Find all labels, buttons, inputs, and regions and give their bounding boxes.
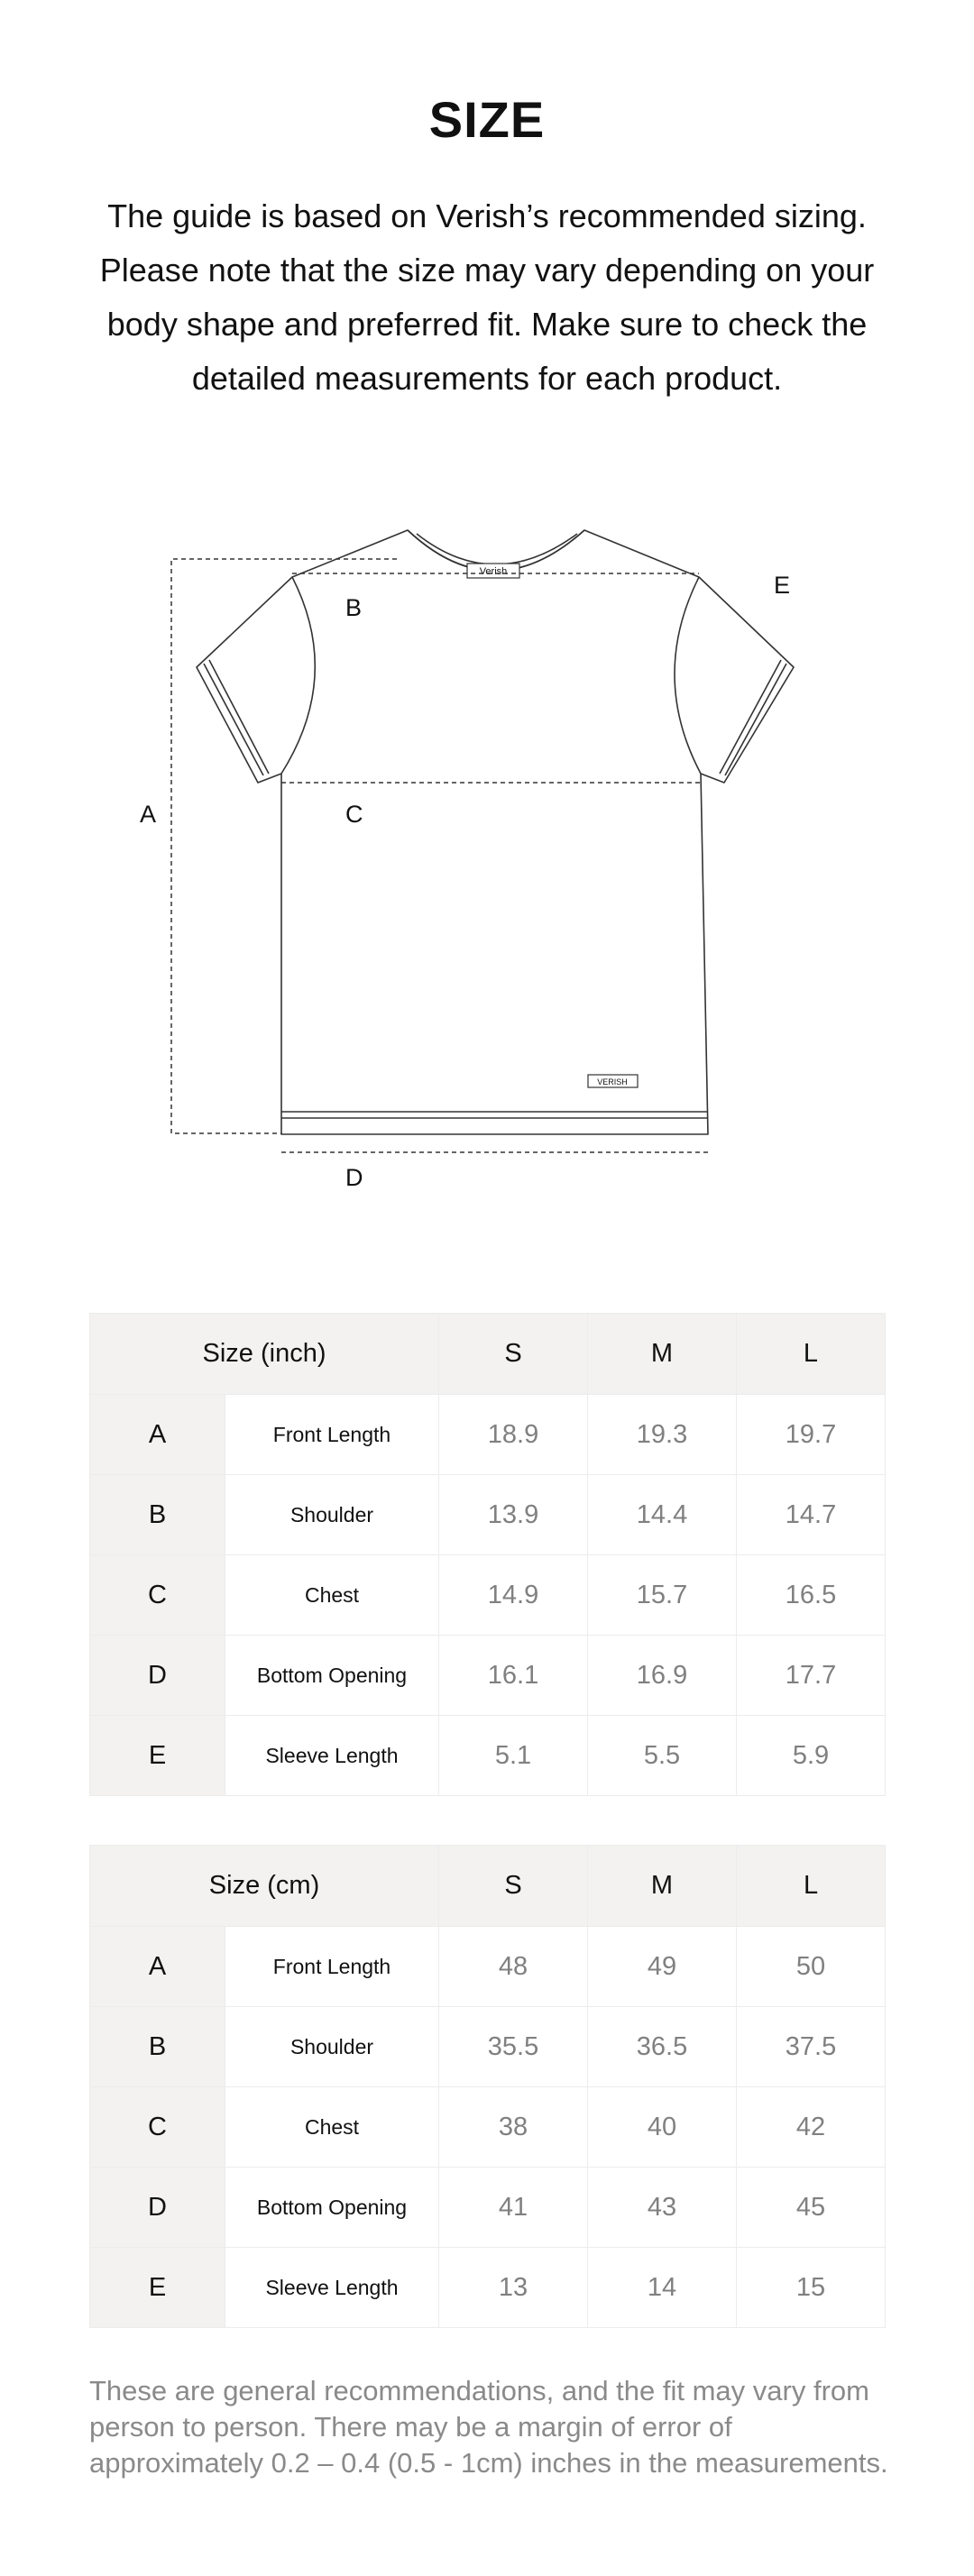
value-s: 13.9 (439, 1475, 588, 1555)
measurement-key: D (90, 1636, 225, 1716)
value-m: 15.7 (588, 1555, 737, 1636)
size-column-m: M (588, 1314, 737, 1395)
value-s: 5.1 (439, 1716, 588, 1796)
measurement-key: A (90, 1395, 225, 1475)
value-l: 14.7 (737, 1475, 886, 1555)
table-row (90, 1475, 886, 1555)
neck-tag (467, 564, 519, 578)
size-column-s: S (439, 1314, 588, 1395)
front-length-guide (171, 559, 397, 1133)
measurement-key: B (90, 2007, 225, 2087)
measurement-name: Chest (225, 2087, 439, 2168)
value-m: 5.5 (588, 1716, 737, 1796)
table-row (90, 2007, 886, 2087)
value-m: 43 (588, 2168, 737, 2248)
table-row (90, 1927, 886, 2007)
value-l: 5.9 (737, 1716, 886, 1796)
hem-tag (588, 1075, 638, 1087)
measurement-key: E (90, 1716, 225, 1796)
value-m: 14 (588, 2248, 737, 2328)
table-row (90, 1716, 886, 1796)
measurement-name: Shoulder (225, 1475, 439, 1555)
value-s: 48 (439, 1927, 588, 2007)
measurement-key: B (90, 1475, 225, 1555)
value-l: 15 (737, 2248, 886, 2328)
measurement-name: Bottom Opening (225, 1636, 439, 1716)
value-m: 49 (588, 1927, 737, 2007)
value-l: 16.5 (737, 1555, 886, 1636)
measurement-name: Front Length (225, 1927, 439, 2007)
value-l: 42 (737, 2087, 886, 2168)
table-row (90, 1555, 886, 1636)
value-m: 36.5 (588, 2007, 737, 2087)
measurement-key: A (90, 1927, 225, 2007)
value-s: 14.9 (439, 1555, 588, 1636)
value-s: 16.1 (439, 1636, 588, 1716)
table-row (90, 1636, 886, 1716)
label-shoulder: B (345, 594, 363, 621)
value-l: 37.5 (737, 2007, 886, 2087)
table-row (90, 2087, 886, 2168)
measurement-name: Chest (225, 1555, 439, 1636)
page-title: SIZE (428, 91, 546, 148)
measurement-key: E (90, 2248, 225, 2328)
tshirt-armholes (281, 577, 701, 774)
label-sleeve-length: E (774, 572, 791, 599)
hem-tag-label: VERISH (597, 1077, 628, 1086)
value-l: 17.7 (737, 1636, 886, 1716)
measurement-key: C (90, 2087, 225, 2168)
table-row (90, 1395, 886, 1475)
size-column-m: M (588, 1846, 737, 1927)
size-table-cm (89, 1845, 886, 2328)
value-l: 19.7 (737, 1395, 886, 1475)
size-column-s: S (439, 1846, 588, 1927)
fit-disclaimer: These are general recommendations, and the fit may vary from person to person. There may be a margin of error of approximately 0.2 – 0.4 (0.5 - 1cm) inches in the measurements. (89, 2375, 888, 2479)
label-chest: C (345, 801, 363, 828)
measurement-name: Front Length (225, 1395, 439, 1475)
size-column-l: L (737, 1314, 886, 1395)
value-s: 35.5 (439, 2007, 588, 2087)
value-s: 41 (439, 2168, 588, 2248)
size-table-inch (89, 1313, 886, 1796)
measurement-name: Bottom Opening (225, 2168, 439, 2248)
value-s: 38 (439, 2087, 588, 2168)
value-m: 14.4 (588, 1475, 737, 1555)
value-s: 13 (439, 2248, 588, 2328)
size-column-l: L (737, 1846, 886, 1927)
measurement-key: D (90, 2168, 225, 2248)
neck-tag-label: Verish (479, 566, 508, 577)
value-m: 19.3 (588, 1395, 737, 1475)
value-l: 45 (737, 2168, 886, 2248)
measurement-name: Sleeve Length (225, 1716, 439, 1796)
label-front-length: A (140, 801, 157, 828)
value-m: 40 (588, 2087, 737, 2168)
size-table-title: Size (inch) (90, 1314, 439, 1395)
size-table-title: Size (cm) (90, 1846, 439, 1927)
tshirt-measurement-diagram (0, 487, 974, 1208)
measurement-key: C (90, 1555, 225, 1636)
value-l: 50 (737, 1927, 886, 2007)
tshirt-outline (197, 530, 794, 1134)
measurement-name: Sleeve Length (225, 2248, 439, 2328)
tshirt-bottom-hem (281, 1112, 708, 1118)
table-row (90, 2248, 886, 2328)
value-s: 18.9 (439, 1395, 588, 1475)
value-m: 16.9 (588, 1636, 737, 1716)
label-bottom-opening: D (345, 1164, 363, 1191)
measurement-name: Shoulder (225, 2007, 439, 2087)
size-guide-intro: The guide is based on Verish’s recommended sizing. Please note that the size may vary depending on your body shape and preferred fit. Make sure to check the detailed measurements for each product. (99, 197, 875, 397)
table-row (90, 2168, 886, 2248)
